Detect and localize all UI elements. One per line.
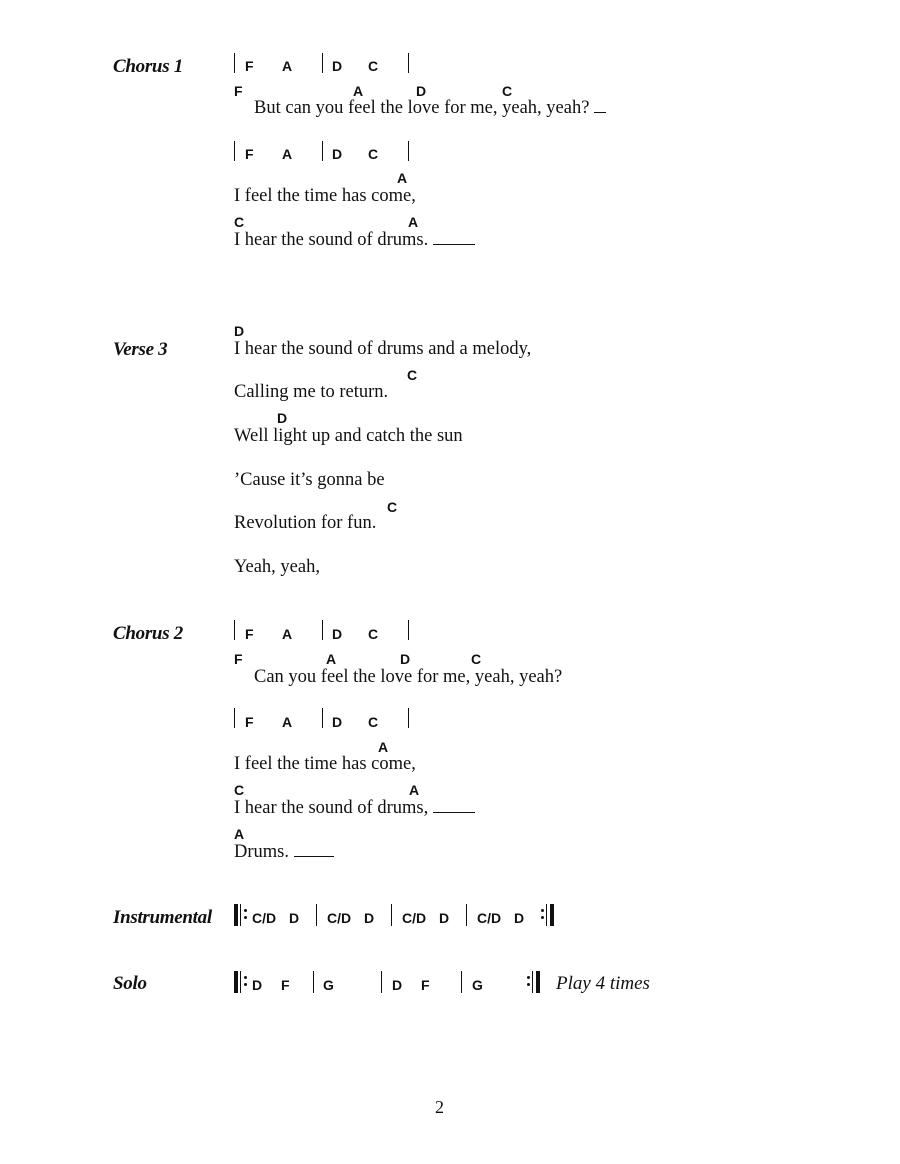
chord: D (332, 58, 343, 74)
chord: A (282, 146, 293, 162)
chord: A (326, 651, 337, 667)
section-label-solo: Solo (113, 973, 147, 994)
repeat-instruction: Play 4 times (556, 973, 650, 994)
hold-line (294, 855, 334, 857)
chord: D (392, 977, 403, 993)
lyric-line: I hear the sound of drums and a melody, (234, 339, 532, 359)
chord: D (277, 410, 288, 426)
hold-line (433, 243, 475, 245)
chord: D (289, 910, 300, 926)
chord: C (368, 146, 379, 162)
chord: C (234, 214, 245, 230)
chord: F (234, 651, 243, 667)
chord: D (332, 626, 343, 642)
chord: D (416, 83, 427, 99)
chord: G (323, 977, 334, 993)
lyric-line: I feel the time has come, (234, 754, 416, 774)
lyric-line: I feel the time has come, (234, 186, 416, 206)
lyric-line: ’Cause it’s gonna be (234, 470, 385, 490)
lyric-line: But can you feel the love for me, yeah, yeah? (254, 98, 606, 119)
section-label-instrumental: Instrumental (113, 907, 212, 928)
chord: G (472, 977, 483, 993)
lyric-line: Can you feel the love for me, yeah, yeah? (254, 667, 563, 687)
chord: F (245, 714, 254, 730)
chord: D (400, 651, 411, 667)
chord: D (364, 910, 375, 926)
chord: C/D (327, 910, 352, 926)
chord: D (332, 714, 343, 730)
lyric-line: I hear the sound of drums, (234, 798, 475, 819)
chord: F (281, 977, 290, 993)
chord: C/D (477, 910, 502, 926)
page-number: 2 (435, 1097, 444, 1117)
chord: C/D (252, 910, 277, 926)
chord: F (245, 146, 254, 162)
chord: A (282, 714, 293, 730)
chord: C (368, 58, 379, 74)
chord: C (368, 714, 379, 730)
chord: A (408, 214, 419, 230)
chord: F (234, 83, 243, 99)
chord: A (397, 170, 408, 186)
lyric-line: Well light up and catch the sun (234, 426, 463, 446)
chord: A (282, 58, 293, 74)
lyric-line: Calling me to return. (234, 382, 389, 402)
chord: F (245, 58, 254, 74)
hold-line (433, 811, 475, 813)
chord: A (234, 826, 245, 842)
chord: D (439, 910, 450, 926)
lyric-line: I hear the sound of drums. (234, 230, 475, 251)
chord: A (378, 739, 389, 755)
chord: D (332, 146, 343, 162)
chord: D (252, 977, 263, 993)
chord: A (409, 782, 420, 798)
chord: A (353, 83, 364, 99)
chord: C (387, 499, 398, 515)
chord: F (421, 977, 430, 993)
chord: C (407, 367, 418, 383)
chord: D (514, 910, 525, 926)
lyric-line: Drums. (234, 842, 334, 863)
chord: C/D (402, 910, 427, 926)
chord: C (471, 651, 482, 667)
chord: C (502, 83, 513, 99)
chord: C (368, 626, 379, 642)
chord: A (282, 626, 293, 642)
lyric-line: Yeah, yeah, (234, 557, 320, 577)
section-label-verse-3: Verse 3 (113, 339, 168, 360)
section-label-chorus-2: Chorus 2 (113, 623, 183, 644)
chord: F (245, 626, 254, 642)
chord: D (234, 323, 245, 339)
hold-line (594, 111, 606, 113)
chord: C (234, 782, 245, 798)
lyric-line: Revolution for fun. (234, 513, 377, 533)
section-label-chorus-1: Chorus 1 (113, 56, 183, 77)
